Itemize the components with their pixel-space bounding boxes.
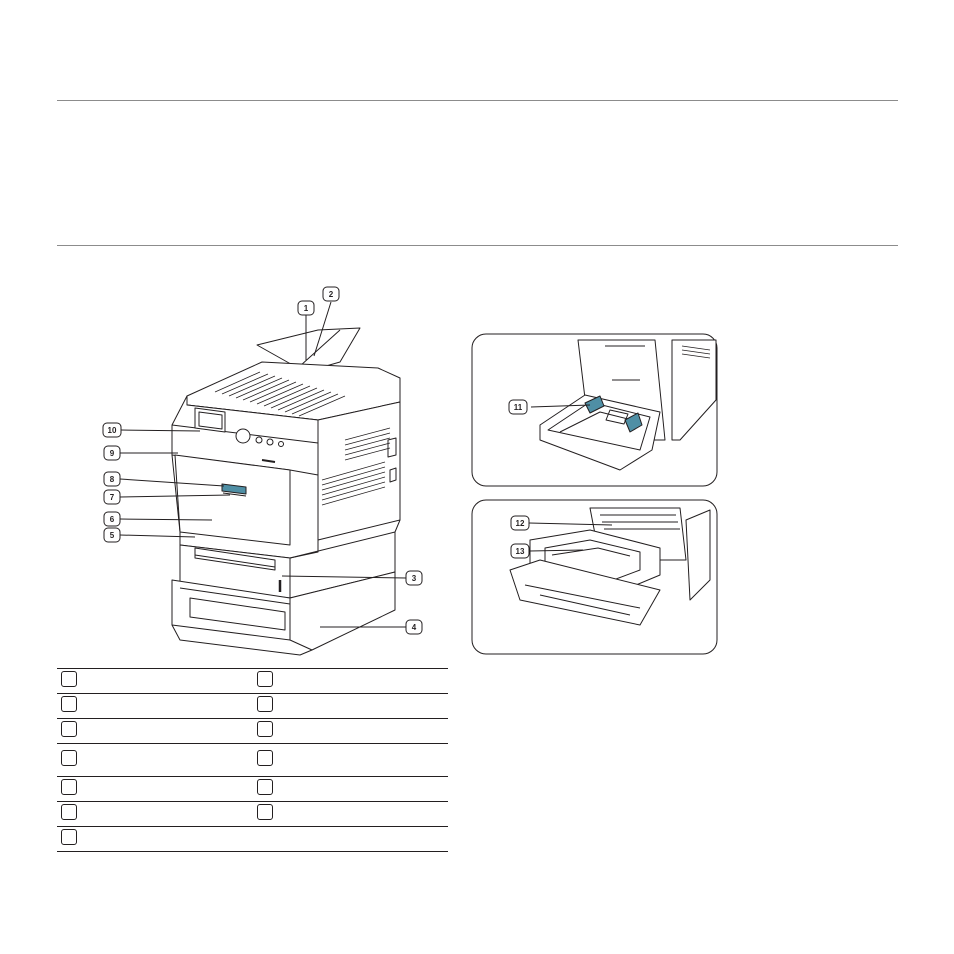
legend-number-box	[257, 696, 273, 712]
callout-7	[104, 490, 120, 504]
callout-3	[406, 571, 422, 585]
callout-1	[298, 301, 314, 315]
legend-number-box	[61, 804, 77, 820]
legend-cell	[253, 719, 448, 744]
legend-cell	[57, 777, 253, 802]
legend-cell	[253, 744, 448, 777]
callout-number: 1	[303, 304, 309, 313]
callout-12	[511, 516, 529, 530]
callout-13	[511, 544, 529, 558]
legend-cell	[57, 827, 253, 852]
legend-cell	[57, 802, 253, 827]
callout-number: 11	[513, 403, 523, 412]
callout-4	[406, 620, 422, 634]
legend-cell	[57, 669, 253, 694]
callout-8	[104, 472, 120, 486]
callout-number: 12	[515, 519, 525, 528]
legend-cell	[253, 802, 448, 827]
callout-number: 10	[107, 426, 117, 435]
legend-number-box	[61, 721, 77, 737]
legend-number-box	[61, 696, 77, 712]
inset-transfer-belt	[472, 500, 717, 654]
legend-cell	[253, 777, 448, 802]
callout-number: 4	[411, 623, 417, 632]
legend-empty-cell	[253, 827, 448, 852]
legend-number-box	[257, 804, 273, 820]
legend-number-box	[61, 750, 77, 766]
callout-9	[104, 446, 120, 460]
legend-cell	[57, 744, 253, 777]
callout-2	[323, 287, 339, 301]
legend-number-box	[257, 721, 273, 737]
callout-number: 2	[328, 290, 334, 299]
legend-number-box	[61, 671, 77, 687]
legend-cell	[253, 669, 448, 694]
callout-number: 13	[515, 547, 525, 556]
callout-10	[103, 423, 121, 437]
callout-number: 8	[109, 475, 115, 484]
legend-cell	[253, 694, 448, 719]
legend-row	[57, 744, 448, 777]
legend-row	[57, 669, 448, 694]
legend-number-box	[61, 829, 77, 845]
legend-number-box	[257, 779, 273, 795]
callout-number: 9	[109, 449, 115, 458]
legend-number-box	[61, 779, 77, 795]
legend-row	[57, 777, 448, 802]
legend-number-box	[257, 671, 273, 687]
printer-body	[172, 328, 400, 655]
legend-row	[57, 719, 448, 744]
callout-number: 3	[411, 574, 417, 583]
callout-number: 5	[109, 531, 115, 540]
legend-row	[57, 694, 448, 719]
callout-6	[104, 512, 120, 526]
legend-number-box	[257, 750, 273, 766]
callout-5	[104, 528, 120, 542]
legend-cell	[57, 719, 253, 744]
callout-11	[509, 400, 527, 414]
legend-cell	[57, 694, 253, 719]
legend-row	[57, 827, 448, 852]
component-legend-table	[57, 668, 448, 852]
legend-row	[57, 802, 448, 827]
callout-number: 6	[109, 515, 115, 524]
callout-number: 7	[109, 493, 115, 502]
